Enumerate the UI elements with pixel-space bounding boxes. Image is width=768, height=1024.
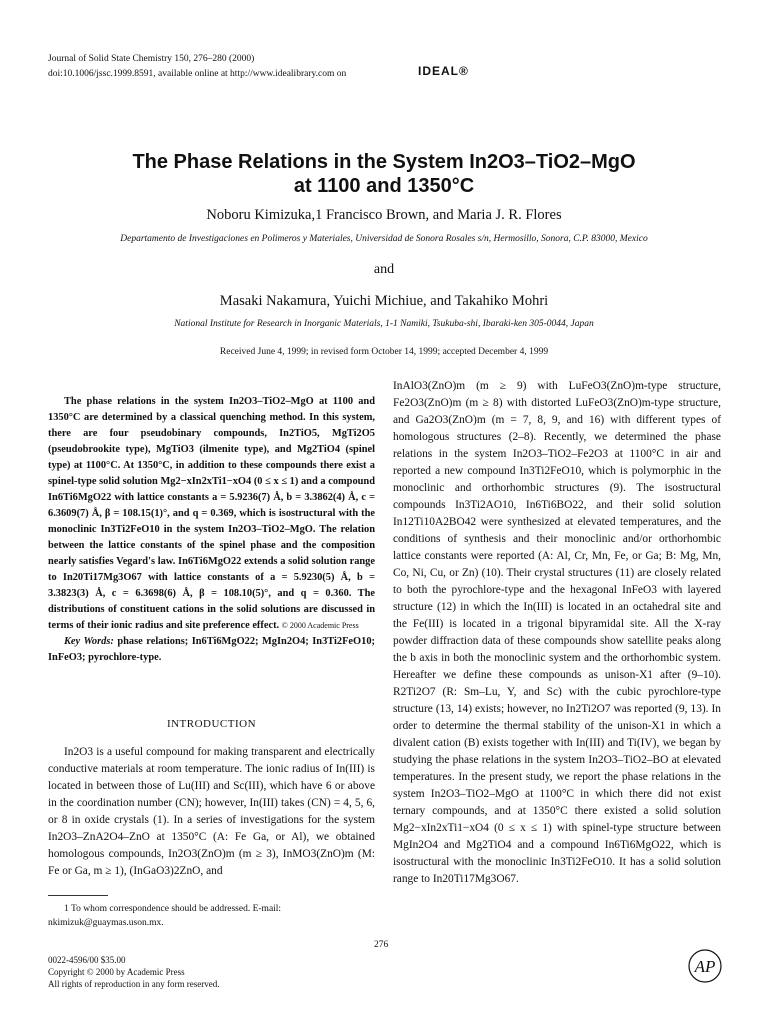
title-line-2: at 1100 and 1350°C: [293, 175, 475, 197]
affiliation-2: National Institute for Research in Inorganic Materials, 1-1 Namiki, Tsukuba-shi, Ibaraki-ken 305-0044, Japan: [174, 319, 594, 329]
section-heading-introduction: INTRODUCTION: [166, 718, 257, 730]
keywords-label: Key Words:: [64, 636, 114, 647]
title-line-1: The Phase Relations in the System In2O3–TiO2–MgO: [132, 151, 636, 173]
ideal-logo: IDEAL®: [418, 64, 469, 78]
keywords-list: phase relations; In6Ti6MgO22; MgIn2O4; In3Ti2FeO10; InFeO3; pyrochlore-type.: [48, 636, 375, 663]
copyright-line: Copyright © 2000 by Academic Press: [48, 967, 185, 977]
abstract: [48, 394, 375, 666]
keywords: [48, 634, 375, 666]
academic-press-logo: [687, 948, 723, 984]
copyright-line: All rights of reproduction in any form reserved.: [48, 979, 220, 989]
abstract-text: The phase relations in the system In2O3–TiO2–MgO at 1100 and 1350°C are determined by a classical quenching method. In this system, there are four pseudobinary compounds, In2TiO5, MgTi2O5 (pseudobrookite type), MgTiO3 (ilmenite type), and Mg2TiO4 (spinel type) at 1100°C. At 1350°C, in addition to these compounds there exist a spinel-type solid solution Mg2−xIn2xTi1−xO4 (0 ≤ x ≤ 1) and a compound In6Ti6MgO22 with lattice constants a = 5.9236(7) Å, b = 3.3862(4) Å, c = 6.3609(7) Å, β = 108.15(1)°, and q = 0.369, which is isostructural with the monoclinic In3Ti2FeO10 in the system In2O3–TiO2–MgO. The relation between the lattice constants of the spinel phase and the composition nearly satisfies Vegard's law. In6Ti6MgO22 extends a solid solution range to In20Ti17Mg3O67 with lattice constants of a = 5.9230(5) Å, b = 3.3823(3) Å, c = 6.3698(6) Å, β = 108.10(5)°, and q = 0.360. The distributions of constituent cations in the solid solutions are discussed in terms of their ionic radius and site preference effect. © 2000 Academic Press: [48, 396, 375, 631]
copyright-line: 0022-4596/00 $35.00: [48, 955, 126, 965]
abstract-copyright: © 2000 Academic Press: [281, 621, 359, 630]
introduction-text: In2O3 is a useful compound for making transparent and electrically conductive materials at room temperature. The ionic radius of In(III) is located in between those of Lu(III) and Sc(III), which have 6 or above in the coordination number (CN); however, In(III) takes (CN) = 4, 5, 6, or 8 in oxide crystals (1). In a series of investigations for the system In2O3–ZnA2O4–ZnO at 1350°C (A: Fe Ga, or Al), we obtained homologous compounds, In2O3(ZnO)m (m ≥ 3), InMO3(ZnO)m (M: Fe or Ga, m ≥ 1), (InGaO3)2ZnO, and: [48, 746, 375, 877]
svg-text:AP: AP: [694, 957, 716, 976]
received-dates: Received June 4, 1999; in revised form October 14, 1999; accepted December 4, 1999: [219, 347, 549, 357]
and-separator: and: [373, 262, 395, 277]
doi-line: doi:10.1006/jssc.1999.8591, available online at http://www.idealibrary.com on: [48, 69, 347, 79]
footnote-rule: [48, 895, 108, 896]
journal-header: [48, 52, 468, 82]
footnote: 1 To whom correspondence should be addressed. E-mail: nkimizuk@guaymas.uson.mx.: [48, 904, 282, 928]
right-column-text: InAlO3(ZnO)m (m ≥ 9) with LuFeO3(ZnO)m-type structure, Fe2O3(ZnO)m (m ≥ 8) with distorted LuFeO3(ZnO)m-type structure, and Ga2O3(ZnO)m (m = 7, 8, 9, and 16) with different types of homologous structures (2–8). Recently, we determined the phase relations in the system In2O3–TiO2–Fe2O3 at 1100°C in air and reported a new compound In3Ti2FeO10, which is polymorphic in the monoclinic and orthorhombic structures (9). The isostructural compounds In3Ti2AO10, In6Ti6BO22, and their solid solution In12Ti10A2BO42 were synthesized at elevated temperatures, and the conditions of synthesis and their monoclinic and/or orthorhombic lattice constants were reported (A: Al, Cr, Mn, Fe, or Ga; B: Mg, Mn, Co, Ni, Cu, or Zn) (10). Their crystal structures (11) are closely related to both the pyrochlore-type and the hexagonal InFeO3 with layered structure (12) in which the In(III) is located in an octahedral site and the Fe(III) is located in a trigonal bipyramidal site. All the X-ray powder diffraction data of these compounds show satellite peaks along the b axis in both the monoclinic system and the orthorhombic system. Hereafter we define these compounds as unison-X1 after (9–10). R2Ti2O7 (R: Sm–Lu, Y, and Sc) with the cubic pyrochlore-type structure (13, 14) exists; however, no In2Ti2O7 was reported (9, 13). In order to determine the thermal stability of the unison-X1 in which a divalent cation (B) exists together with In(III) and Ti(IV), we began by studying the phase relations in the system In2O3–TiO2–BO at elevated temperatures. In the present study, we report the phase relations in the system In2O3–TiO2–MgO at 1100°C in which there did not exist ternary compounds, and at 1350°C there existed a solid solution Mg2−xIn2xTi1−xO4 (0 ≤ x ≤ 1) with spinel-type structure between MgIn2O4 and Mg2TiO4 and a compound In6Ti6MgO22, which is isostructural with the monoclinic In3Ti2FeO10. It has a solid solution range to In20Ti17Mg3O67.: [393, 380, 721, 885]
author-list-2: Masaki Nakamura, Yuichi Michiue, and Takahiko Mohri: [219, 293, 549, 309]
paper-title: [60, 150, 708, 198]
author-list-1: Noboru Kimizuka,1 Francisco Brown, and Maria J. R. Flores: [206, 207, 562, 223]
page-number: 276: [374, 940, 389, 950]
copyright-block: [48, 954, 348, 990]
journal-citation: Journal of Solid State Chemistry 150, 276–280 (2000): [48, 54, 255, 64]
affiliation-1: Departamento de Investigaciones en Polimeros y Materiales, Universidad de Sonora Rosales s/n, Hermosillo, Sonora, C.P. 83000, Mexico: [120, 234, 648, 244]
